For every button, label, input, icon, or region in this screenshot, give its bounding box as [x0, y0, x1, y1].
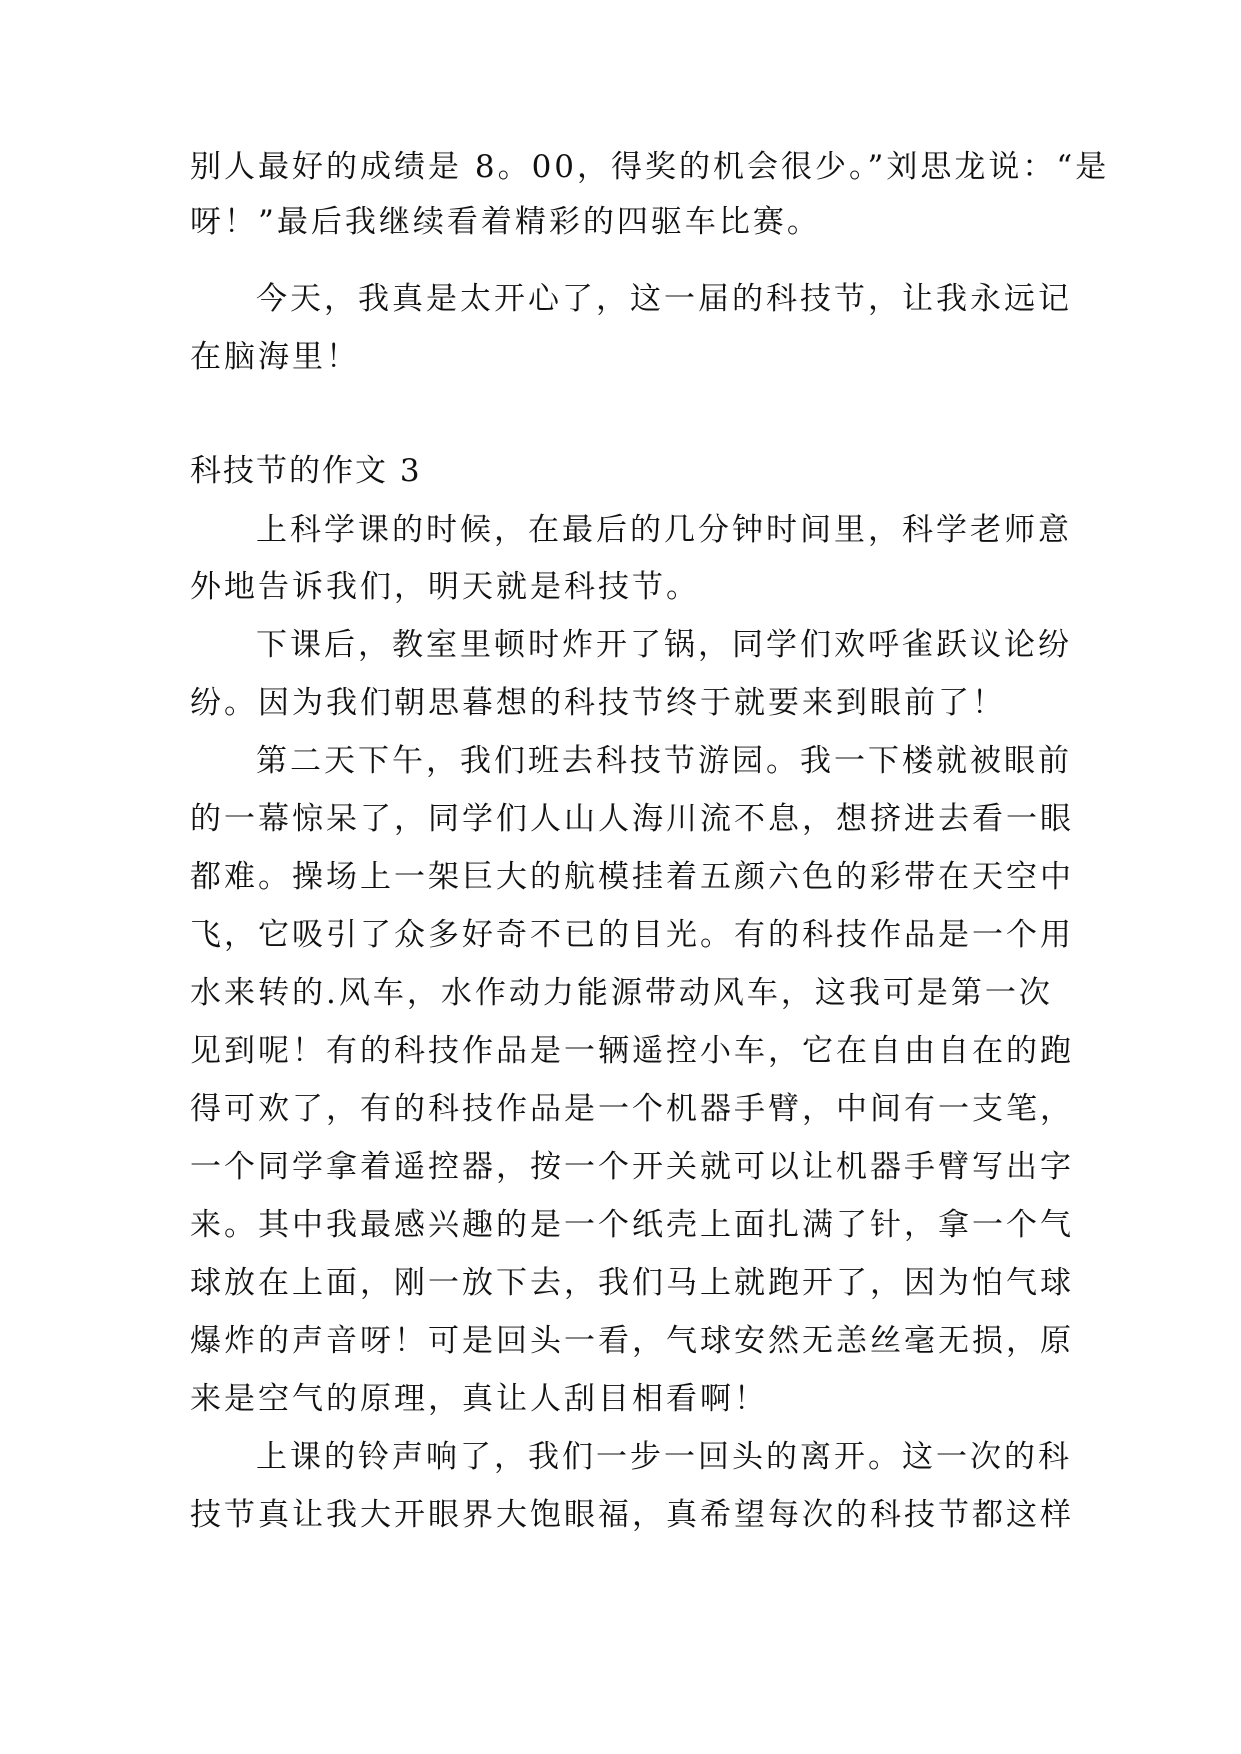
paragraph-line: 飞，它吸引了众多好奇不已的目光。有的科技作品是一个用	[190, 917, 1074, 953]
paragraph-line: 今天，我真是太开心了，这一届的科技节，让我永远记	[256, 281, 1072, 317]
paragraph-line: 第二天下午，我们班去科技节游园。我一下楼就被眼前	[256, 743, 1072, 779]
paragraph-line: 一个同学拿着遥控器，按一个开关就可以让机器手臂写出字	[190, 1149, 1074, 1185]
paragraph-line: 在脑海里！	[190, 339, 360, 375]
paragraph-line: 来是空气的原理，真让人刮目相看啊！	[190, 1381, 768, 1417]
paragraph-line: 上课的铃声响了，我们一步一回头的离开。这一次的科	[256, 1439, 1072, 1475]
paragraph-line: 的一幕惊呆了，同学们人山人海川流不息，想挤进去看一眼	[190, 801, 1074, 837]
paragraph-line: 纷。因为我们朝思暮想的科技节终于就要来到眼前了！	[190, 685, 1006, 721]
paragraph-line: 水来转的.风车，水作动力能源带动风车，这我可是第一次	[190, 975, 1053, 1011]
paragraph-line: 都难。操场上一架巨大的航模挂着五颜六色的彩带在天空中	[190, 859, 1074, 895]
paragraph-line: 外地告诉我们，明天就是科技节。	[190, 569, 700, 605]
paragraph-line: 技节真让我大开眼界大饱眼福，真希望每次的科技节都这样	[190, 1497, 1074, 1533]
paragraph-line: 别人最好的成绩是 8。00，得奖的机会很少。”刘思龙说：“是	[190, 149, 1110, 185]
paragraph-line: 爆炸的声音呀！可是回头一看，气球安然无恙丝毫无损，原	[190, 1323, 1074, 1359]
paragraph-line: 呀！”最后我继续看着精彩的四驱车比赛。	[190, 204, 821, 240]
paragraph-line: 下课后，教室里顿时炸开了锅，同学们欢呼雀跃议论纷	[256, 627, 1072, 663]
paragraph-line: 球放在上面，刚一放下去，我们马上就跑开了，因为怕气球	[190, 1265, 1074, 1301]
paragraph-line: 来。其中我最感兴趣的是一个纸壳上面扎满了针，拿一个气	[190, 1207, 1074, 1243]
paragraph-line: 上科学课的时候，在最后的几分钟时间里，科学老师意	[256, 512, 1072, 548]
paragraph-line: 见到呢！有的科技作品是一辆遥控小车，它在自由自在的跑	[190, 1033, 1074, 1069]
paragraph-line: 得可欢了，有的科技作品是一个机器手臂，中间有一支笔，	[190, 1091, 1074, 1127]
section-heading: 科技节的作文 3	[190, 453, 422, 489]
